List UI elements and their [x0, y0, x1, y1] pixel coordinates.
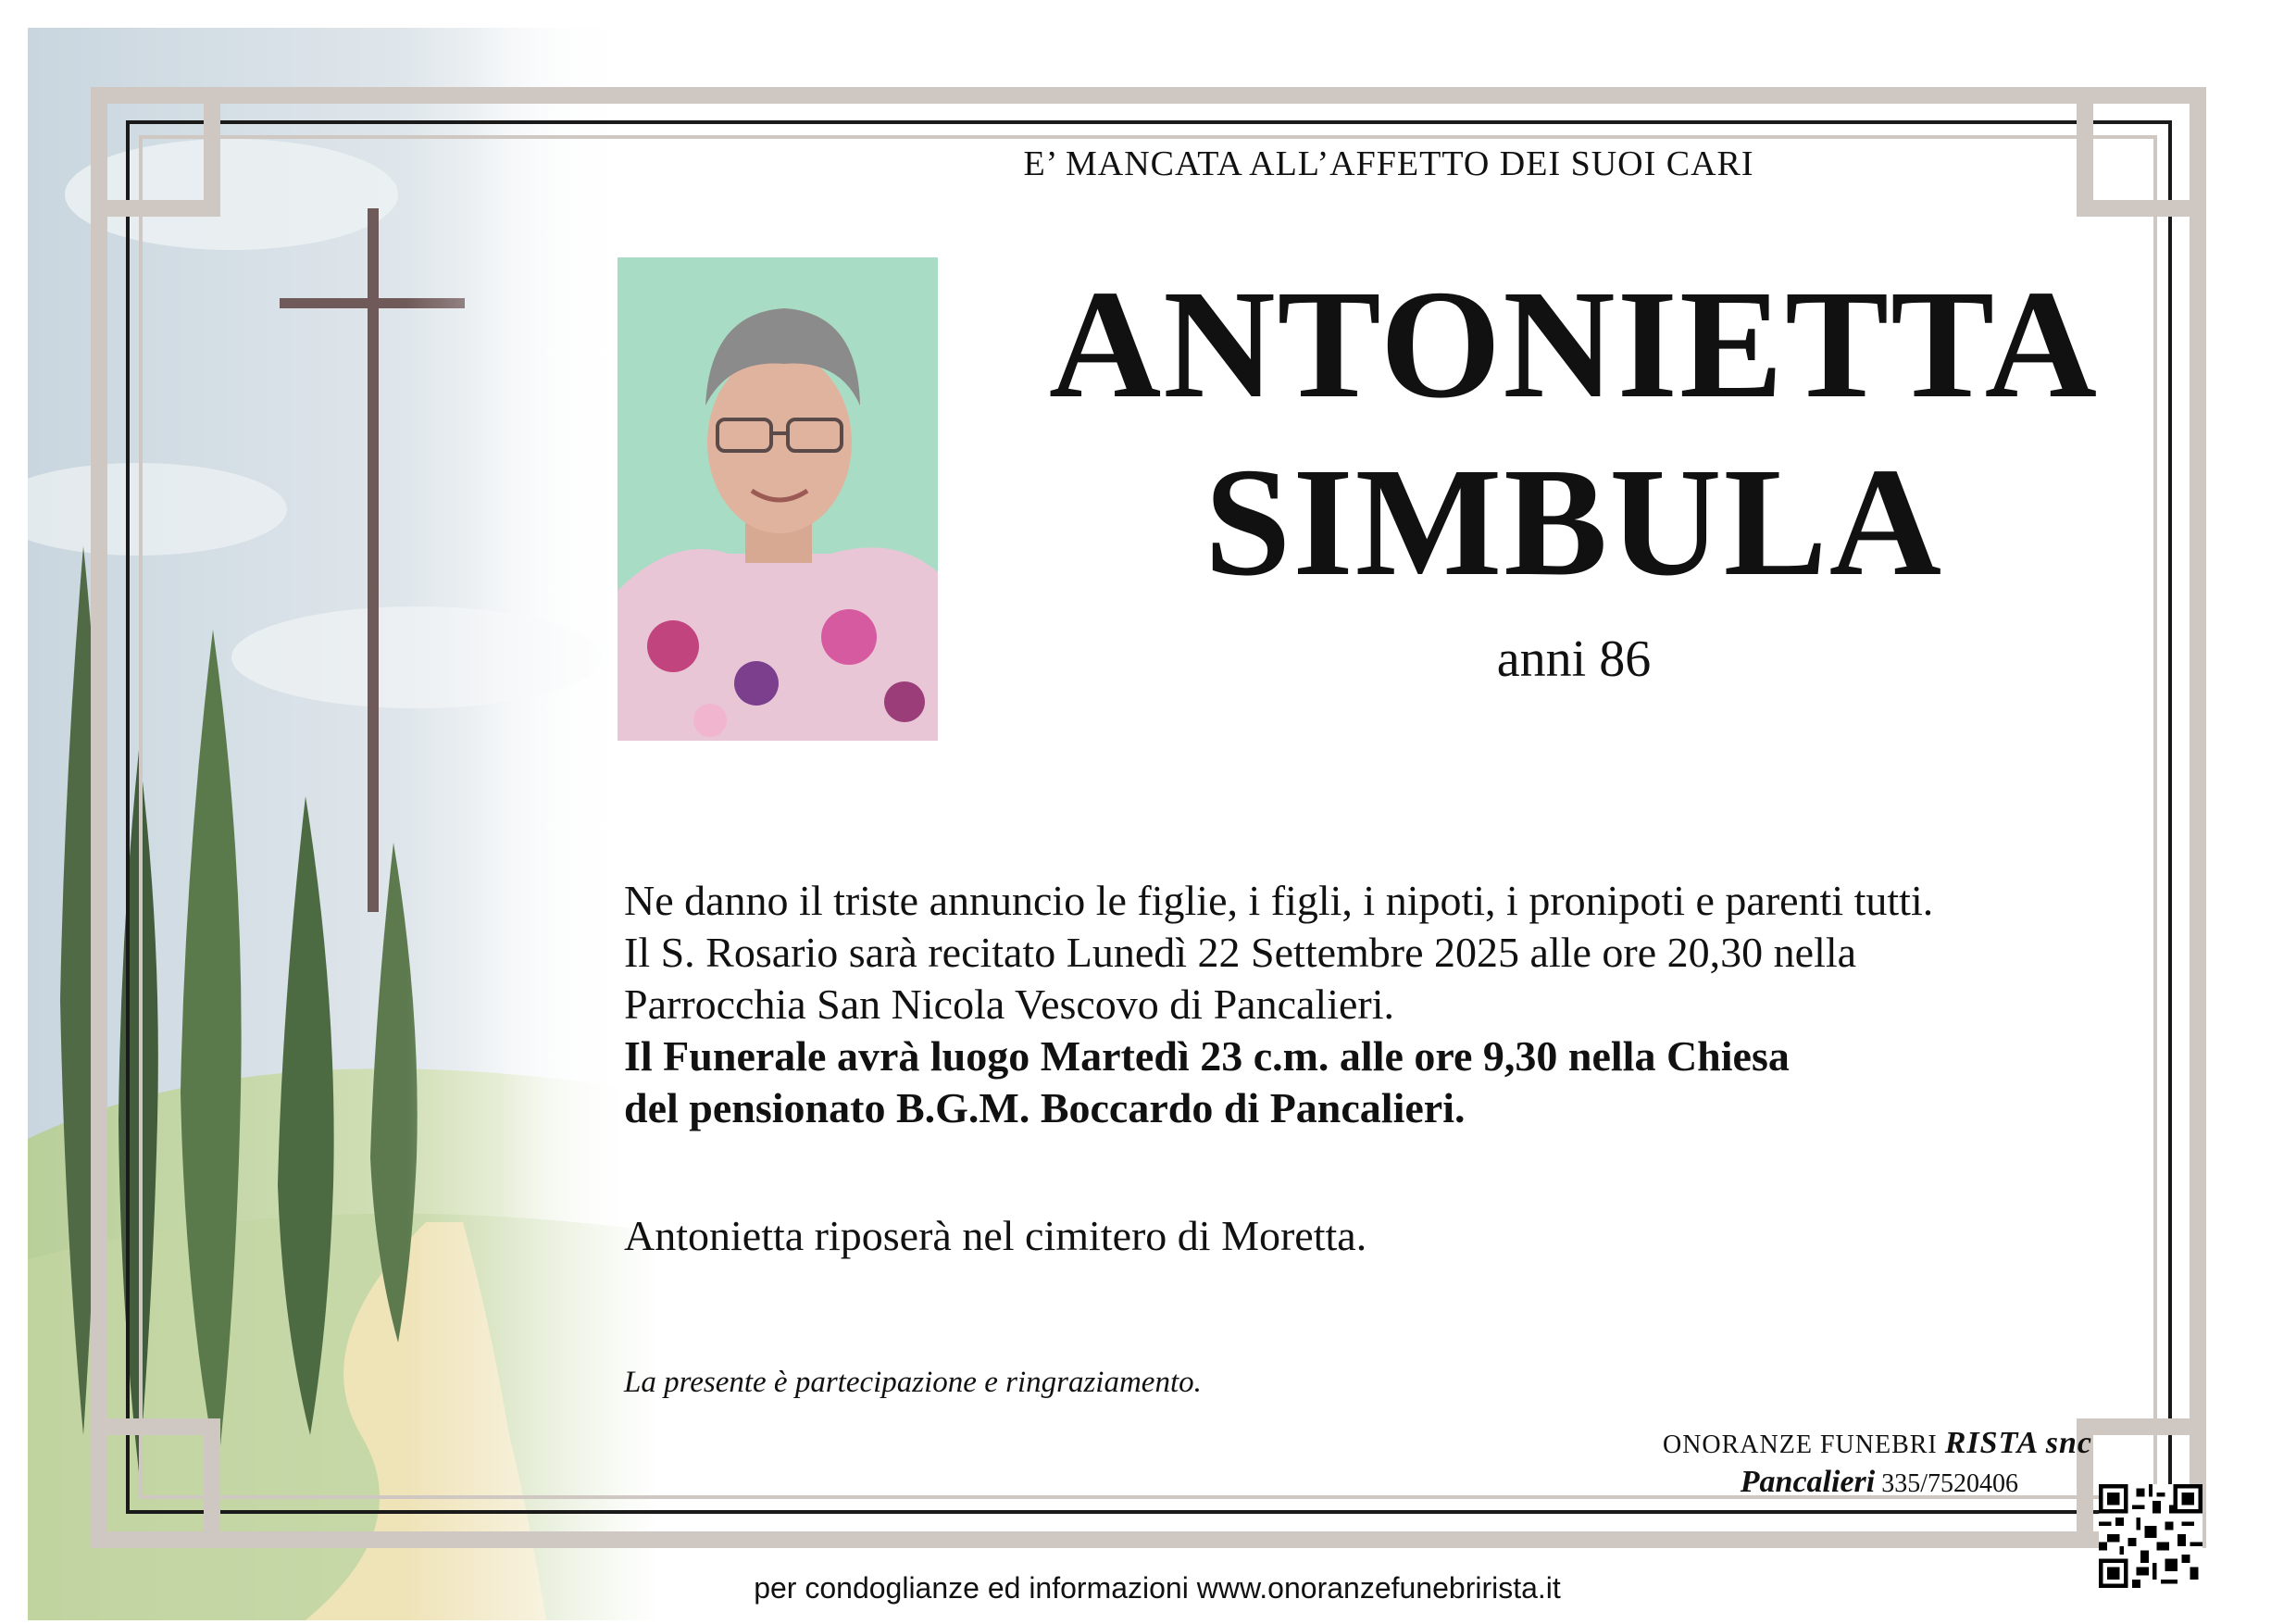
- announcement-text: [624, 875, 2142, 1134]
- funeral-home-phone: 335/7520406: [1881, 1469, 2018, 1498]
- frame-corner-top-left: [91, 87, 220, 217]
- funeral-home-city: Pancalieri: [1740, 1465, 1876, 1499]
- announcement-line: Ne danno il triste annuncio le figlie, i figli, i nipoti, i pronipoti e parenti tutti.: [624, 877, 1934, 924]
- qr-code-icon[interactable]: [2099, 1484, 2202, 1588]
- funeral-line: del pensionato B.G.M. Boccardo di Pancalieri.: [624, 1084, 1466, 1131]
- headline: E’ MANCATA ALL’AFFETTO DEI SUOI CARI: [1023, 144, 1754, 183]
- announcement-line: Parrocchia San Nicola Vescovo di Pancalieri.: [624, 981, 1394, 1028]
- funeral-home-label: ONORANZE FUNEBRI: [1662, 1430, 1938, 1459]
- age: anni 86: [1496, 631, 1652, 688]
- thanks-note: La presente è partecipazione e ringraziamento.: [624, 1366, 1202, 1399]
- footer-contact: per condoglianze ed informazioni www.onoranzefunebrirista.it: [754, 1571, 1561, 1605]
- resting-place: Antonietta riposerà nel cimitero di Moretta.: [624, 1212, 1367, 1259]
- frame-corner-bottom-left: [91, 1418, 220, 1548]
- frame-corner-top-right: [2077, 87, 2206, 217]
- funeral-line: Il Funerale avrà luogo Martedì 23 c.m. alle ore 9,30 nella Chiesa: [624, 1032, 1790, 1080]
- funeral-home-company: RISTA snc: [1944, 1426, 2092, 1460]
- portrait-photo: [618, 257, 938, 741]
- funeral-home-name: [1574, 1426, 2092, 1461]
- funeral-home-contact: [1574, 1465, 2018, 1500]
- last-name: SIMBULA: [1204, 436, 1944, 608]
- first-name: ANTONIETTA: [1048, 258, 2100, 431]
- announcement-line: Il S. Rosario sarà recitato Lunedì 22 Settembre 2025 alle ore 20,30 nella: [624, 929, 1857, 976]
